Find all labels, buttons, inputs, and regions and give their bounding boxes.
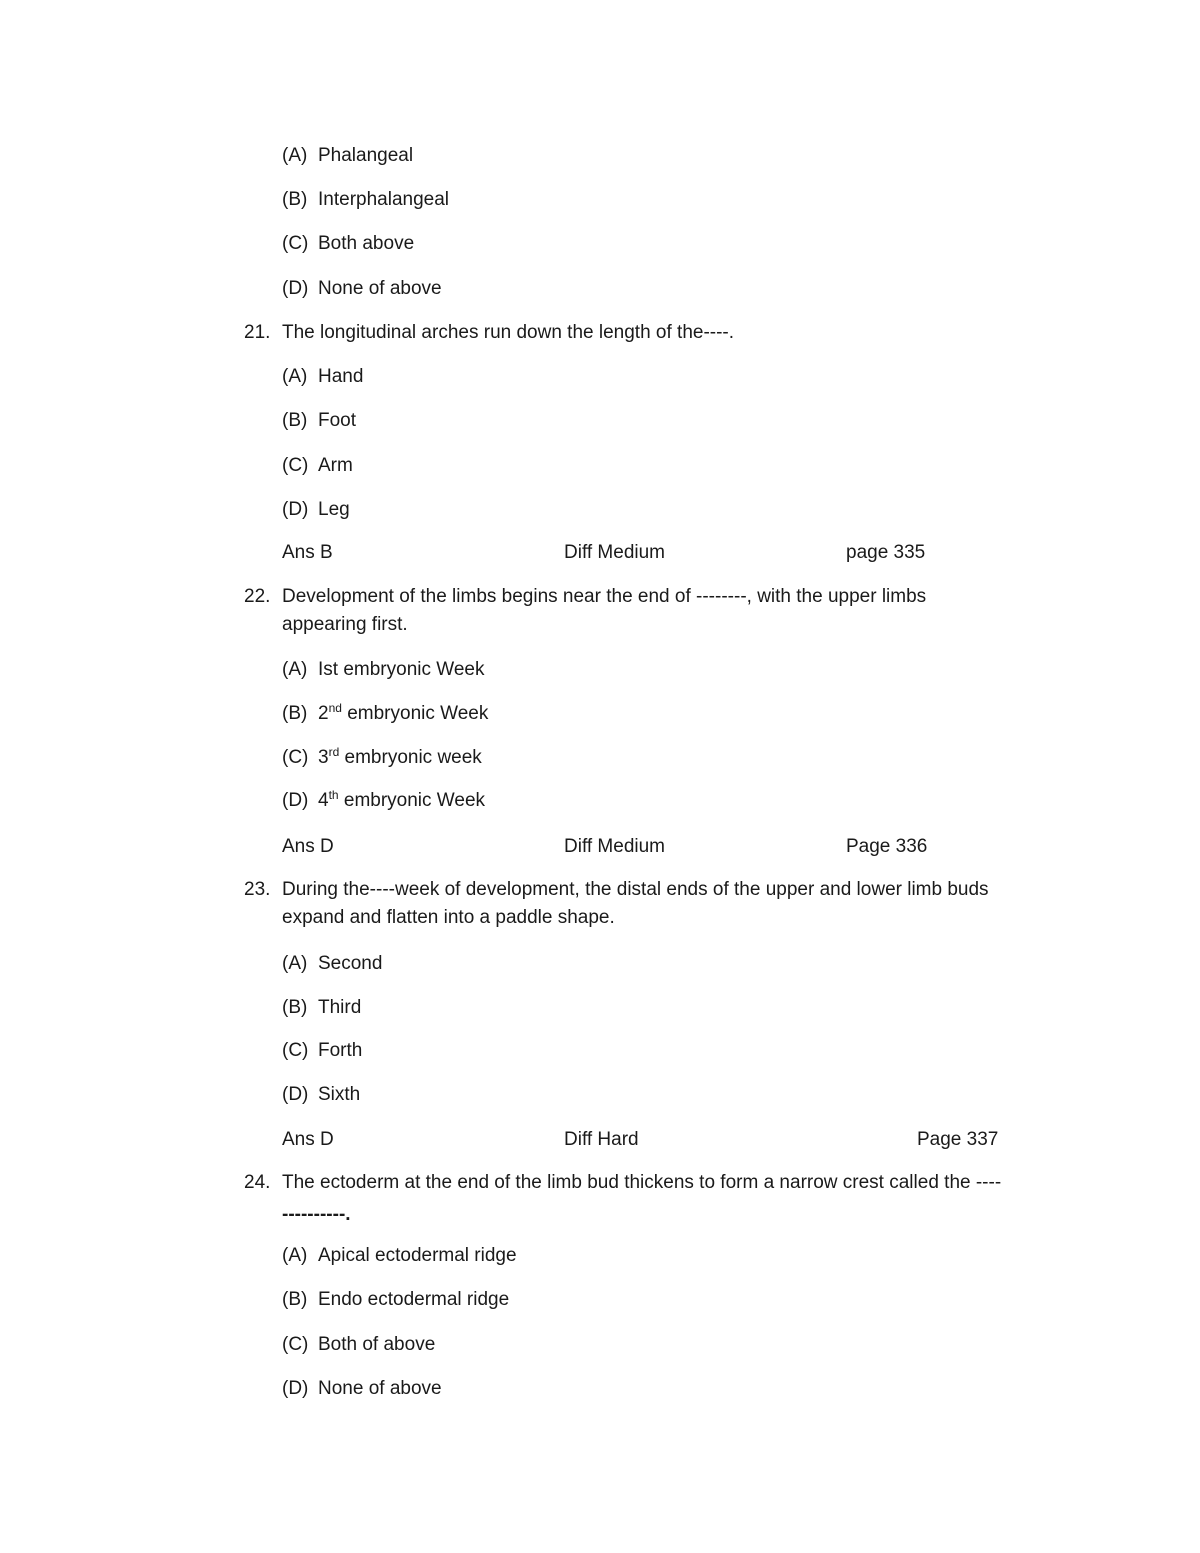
pre-option-d bbox=[282, 275, 442, 303]
option-text: embryonic week bbox=[339, 747, 482, 768]
option-ordinal: Ist bbox=[318, 659, 339, 680]
difficulty: Diff Hard bbox=[564, 1129, 639, 1150]
q24-option-a bbox=[282, 1242, 517, 1270]
option-text: Arm bbox=[318, 455, 353, 476]
question-text-line-2: expand and flatten into a paddle shape. bbox=[282, 907, 615, 928]
q24-option-c bbox=[282, 1331, 435, 1359]
difficulty: Diff Medium bbox=[564, 542, 666, 563]
option-text: Forth bbox=[318, 1040, 363, 1061]
option-text: None of above bbox=[318, 1378, 442, 1399]
page-reference: Page 337 bbox=[917, 1129, 999, 1150]
option-label: (B) bbox=[282, 410, 308, 431]
option-label: (C) bbox=[282, 455, 309, 476]
option-text: Interphalangeal bbox=[318, 189, 449, 210]
pre-option-a bbox=[282, 142, 413, 170]
q21-option-b bbox=[282, 407, 356, 435]
pre-option-b bbox=[282, 186, 449, 214]
q24-option-d bbox=[282, 1375, 442, 1403]
option-label: (A) bbox=[282, 659, 308, 680]
question-text-line-1: Development of the limbs begins near the end of --------, with the upper limbs bbox=[282, 586, 927, 607]
page-reference: Page 336 bbox=[846, 836, 928, 857]
pre-option-c bbox=[282, 230, 414, 258]
option-ordinal: 4 bbox=[318, 790, 329, 811]
question-23-continued bbox=[282, 904, 615, 932]
option-text: Hand bbox=[318, 366, 364, 387]
option-text: Second bbox=[318, 953, 383, 974]
option-text: Foot bbox=[318, 410, 357, 431]
question-text-line-2: ----------. bbox=[282, 1204, 351, 1225]
q23-option-b bbox=[282, 994, 361, 1022]
q23-option-c bbox=[282, 1037, 362, 1065]
ordinal-suffix: th bbox=[328, 788, 339, 802]
question-number: 21. bbox=[244, 322, 271, 343]
option-text: Third bbox=[318, 997, 362, 1018]
option-label: (B) bbox=[282, 703, 308, 724]
question-text-line-2: appearing first. bbox=[282, 614, 408, 635]
option-label: (D) bbox=[282, 499, 309, 520]
question-number: 23. bbox=[244, 879, 271, 900]
option-text: Sixth bbox=[318, 1084, 361, 1105]
option-label: (B) bbox=[282, 189, 308, 210]
ordinal-suffix: nd bbox=[328, 701, 342, 715]
option-text: Endo ectodermal ridge bbox=[318, 1289, 510, 1310]
option-label: (B) bbox=[282, 1289, 308, 1310]
option-label: (D) bbox=[282, 1378, 309, 1399]
option-ordinal: 2 bbox=[318, 703, 329, 724]
question-24-continued bbox=[282, 1201, 351, 1229]
question-number: 22. bbox=[244, 586, 271, 607]
question-text: The longitudinal arches run down the length of the----. bbox=[282, 322, 735, 343]
option-text: Phalangeal bbox=[318, 145, 414, 166]
q22-option-d bbox=[282, 787, 485, 815]
option-label: (C) bbox=[282, 1334, 309, 1355]
option-ordinal: 3 bbox=[318, 747, 329, 768]
q21-option-c bbox=[282, 452, 353, 480]
option-label: (A) bbox=[282, 366, 308, 387]
q24-option-b bbox=[282, 1286, 509, 1314]
q23-option-a bbox=[282, 950, 382, 978]
ordinal-suffix: rd bbox=[328, 745, 340, 759]
difficulty: Diff Medium bbox=[564, 836, 666, 857]
question-22-continued bbox=[282, 611, 408, 639]
option-label: (A) bbox=[282, 953, 308, 974]
option-text: embryonic Week bbox=[338, 790, 486, 811]
option-label: (A) bbox=[282, 1245, 308, 1266]
question-text-line-1: During the----week of development, the distal ends of the upper and lower limb buds bbox=[282, 879, 989, 900]
option-text: None of above bbox=[318, 278, 442, 299]
option-text: embryonic Week bbox=[341, 703, 489, 724]
option-text: Both above bbox=[318, 233, 415, 254]
q21-option-a bbox=[282, 363, 363, 391]
q22-option-b bbox=[282, 700, 488, 728]
q22-option-c bbox=[282, 744, 482, 772]
option-text: embryonic Week bbox=[338, 659, 485, 680]
question-number: 24. bbox=[244, 1172, 271, 1193]
q22-option-a bbox=[282, 656, 485, 684]
answer: Ans D bbox=[282, 1129, 334, 1150]
q23-option-d bbox=[282, 1081, 360, 1109]
option-label: (C) bbox=[282, 747, 309, 768]
option-label: (B) bbox=[282, 997, 308, 1018]
question-text-line-1: The ectoderm at the end of the limb bud thickens to form a narrow crest called the ---- bbox=[282, 1172, 1002, 1193]
option-label: (D) bbox=[282, 278, 309, 299]
option-text: Leg bbox=[318, 499, 350, 520]
answer: Ans B bbox=[282, 542, 333, 563]
option-label: (C) bbox=[282, 1040, 309, 1061]
option-text: Apical ectodermal ridge bbox=[318, 1245, 517, 1266]
option-label: (C) bbox=[282, 233, 309, 254]
option-label: (A) bbox=[282, 145, 308, 166]
option-label: (D) bbox=[282, 790, 309, 811]
option-text: Both of above bbox=[318, 1334, 436, 1355]
option-label: (D) bbox=[282, 1084, 309, 1105]
answer: Ans D bbox=[282, 836, 334, 857]
page-reference: page 335 bbox=[846, 542, 926, 563]
q21-option-d bbox=[282, 496, 350, 524]
